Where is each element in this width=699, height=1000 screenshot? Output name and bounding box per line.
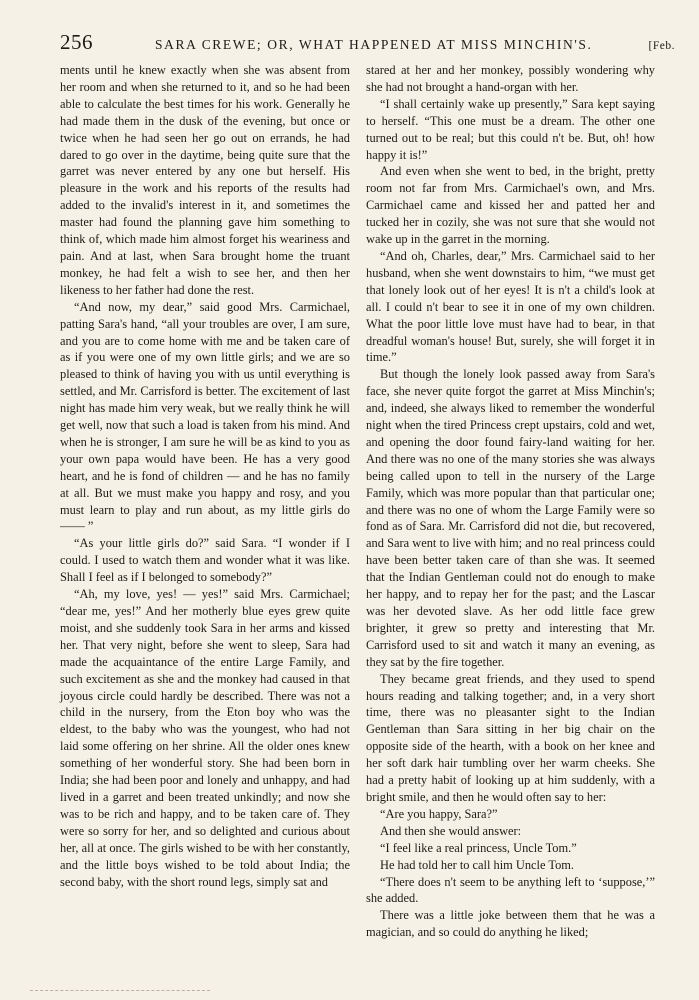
paragraph: And even when she went to bed, in the bright, pretty room not far from Mrs. Carmichael's own, and Mrs. Carmichael came and kissed her and patted her and tucked her in cozily, she was not sure that she would not wake up in the garret in the morning. — [366, 164, 655, 247]
paragraph: He had told her to call him Uncle Tom. — [380, 857, 575, 872]
paragraph: “As your little girls do?” said Sara. “I wonder if I could. I used to watch them and wonder what it was like. Shall I feel as if I belonged to somebody?” — [60, 536, 350, 585]
paragraph: But though the lonely look passed away from Sara's face, she never quite forgot the garret at Miss Minchin's; and, indeed, she always liked to remember the wonderful night when the tired Princess crept upstairs, cold and wet, and opening the door found fairy-land waiting for her. And there was no one of the many stories she was always being called upon to tell in the nursery of the Large Family, which was more popular than that particular one; and there was no one of whom the Large Family were so fond as of Sara. Mr. Carrisford did not die, but recovered, and Sara went to live with him; and no real princess could have been better taken care of than she was. It seemed that the Indian Gentleman could not do enough to make her happy, and to repay her for the past; and the Lascar was her devoted slave. As her odd little face grew brighter, it grew so pretty and interesting that Mr. Carrisford used to sit and watch it many an evening, as they sat by the fire together. — [366, 367, 655, 669]
paragraph: And then she would answer: — [380, 823, 522, 838]
issue-month: [Feb. — [648, 40, 675, 52]
paragraph: “There does n't seem to be anything left to ‘suppose,’” she added. — [366, 874, 655, 906]
footer-rule — [30, 990, 210, 991]
paragraph: ments until he knew exactly when she was absent from her room and when she returned to it, and so he had been able to calculate the best times for his work. Generally he had made them in the dusk of the evening, but once or twice when he had seen her go out on errands, he had dared to go over in the daytime, being quite sure that the garret was never entered by any one but herself. His pleasure in the work and his reports of the results had added to the invalid's interest in it, and sometimes the master had found the planning gave him something to think of, which made him almost forget his weariness and pain. And at last, when Sara brought home the truant monkey, he had felt a wish to see her, and then her likeness to her father had done the rest. — [60, 63, 350, 297]
right-column — [366, 62, 655, 941]
paragraph: “Ah, my love, yes! — yes!” said Mrs. Carmichael; “dear me, yes!” And her motherly blue eyes grew quite moist, and she suddenly took Sara in her arms and kissed her. That very night, before she went to sleep, Sara had made the acquaintance of the entire Large Family, and such excitement as she and the monkey had caused in that joyous circle could hardly be described. There was not a child in the nursery, from the Eton boy who was the eldest, to the baby who was the youngest, who had not laid some offering on her shrine. All the older ones knew something of her wonderful story. She had been born in India; she had been poor and lonely and unhappy, and had lived in a garret and been treated unkindly; and now she was to be rich and happy, and to be taken care of. They were so sorry for her, and so delighted and curious about her, all at once. The girls wished to be with her constantly, and the little boys wished to be told about India; the second baby, with the short round legs, simply sat and — [60, 587, 350, 889]
paragraph: “And oh, Charles, dear,” Mrs. Carmichael said to her husband, when she went downstairs to him, “we must get that lonely look out of her eyes! It is n't a child's look at all. I could n't bear to see it in one of my own children. What the poor little love must have had to bear, in that dreadful woman's house! But, surely, she will forget it in time.” — [366, 248, 655, 365]
page-number: 256 — [60, 30, 93, 54]
paragraph: “Are you happy, Sara?” — [380, 806, 498, 821]
paragraph: They became great friends, and they used to spend hours reading and talking together; and, in a very short time, there was no pleasanter sight to the Indian Gentleman than Sara sitting in her big chair on the opposite side of the hearth, with a book on her knee and her soft dark hair tumbling over her warm cheeks. She had a pretty habit of looking up at him suddenly, with a bright smile, and then he would often say to her: — [366, 671, 655, 804]
paragraph: stared at her and her monkey, possibly wondering why she had not brought a hand-organ with her. — [366, 63, 655, 94]
left-column — [60, 62, 350, 890]
running-title: SARA CREWE; OR, WHAT HAPPENED AT MISS MINCHIN'S. — [155, 37, 593, 52]
paragraph: “I feel like a real princess, Uncle Tom.” — [380, 840, 577, 855]
paragraph: “And now, my dear,” said good Mrs. Carmichael, patting Sara's hand, “all your troubles are over, I am sure, and you are to come home with me and be taken care of as if you were one of my own little girls; and we are so pleased to think of having you with us until everything is settled, and Mr. Carrisford is better. The excitement of last night has made him very weak, but we really think he will get well, now that such a load is taken from his mind. And when he is stronger, I am sure he will be as kind to you as your own papa would have been. He has a very good heart, and he is fond of children — and he has no family at all. But we must make you happy and rosy, and you must learn to play and run about, as my little girls do —— ” — [60, 299, 350, 534]
paragraph: “I shall certainly wake up presently,” Sara kept saying to herself. “This one must be a dream. The other one turned out to be real; but this could n't be. But, oh! how happy it is!” — [366, 96, 655, 162]
running-header — [60, 30, 675, 58]
paragraph: There was a little joke between them that he was a magician, and so could do anything he liked; — [366, 908, 655, 940]
